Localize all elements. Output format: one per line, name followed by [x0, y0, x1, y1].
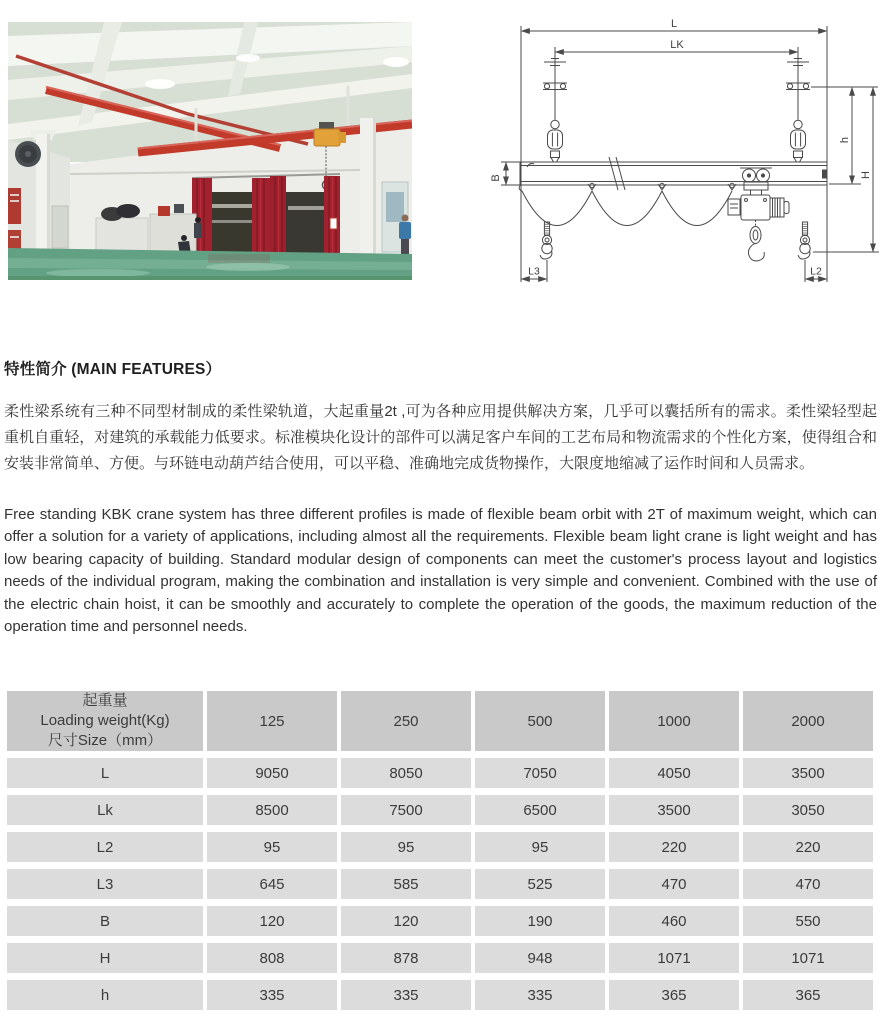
cell: 120 [341, 906, 471, 936]
header-line-zh: 起重量 [82, 692, 128, 709]
features-paragraph-zh: 柔性梁系统有三种不同型材制成的柔性梁轨道，大起重量2t ,可为各种应用提供解决方案，几乎可以囊括所有的需求。柔性梁轻型起重机自重轻，对建筑的承载能力低要求。标准模块化设计的部件可以满足客户车间的工艺布局和物流需求的个性化方案，使得组合和安装非常简单、方便。与环链电动葫芦结合使用，可以平稳、准确地完成货物操作，大限度地缩减了运作时间和人员需求。 [4, 403, 877, 472]
column-header: 2000 [743, 691, 873, 751]
cell: 220 [743, 832, 873, 862]
dim-label-L: L [670, 18, 678, 30]
crane-dimension-diagram [487, 14, 879, 290]
features-heading: 特性简介 (MAIN FEATURES） [4, 361, 222, 378]
row-label: L [7, 758, 203, 788]
workshop-photo [8, 22, 412, 280]
cell: 470 [743, 869, 873, 899]
table-row [7, 906, 873, 936]
table-row [7, 943, 873, 973]
cell: 3050 [743, 795, 873, 825]
dim-label-LK: LK [670, 39, 684, 51]
cell: 335 [207, 980, 337, 1010]
suspension-hanger-left [543, 47, 567, 162]
table-header-row [7, 691, 873, 751]
cell: 335 [475, 980, 605, 1010]
cell: 1071 [743, 943, 873, 973]
cell: 6500 [475, 795, 605, 825]
row-label: h [7, 980, 203, 1010]
cell: 8050 [341, 758, 471, 788]
row-label: Lk [7, 795, 203, 825]
crane-beam [520, 157, 827, 190]
table-row [7, 869, 873, 899]
column-header: 1000 [609, 691, 739, 751]
cell: 95 [475, 832, 605, 862]
wall-fan [15, 141, 41, 167]
cell: 3500 [743, 758, 873, 788]
table-row [7, 980, 873, 1010]
cell: 470 [609, 869, 739, 899]
table-row [7, 832, 873, 862]
cell: 460 [609, 906, 739, 936]
cell: 1071 [609, 943, 739, 973]
cell: 525 [475, 869, 605, 899]
hook-left [540, 222, 552, 259]
table-corner-header [7, 691, 203, 751]
row-label: L3 [7, 869, 203, 899]
cell: 120 [207, 906, 337, 936]
cell: 7500 [341, 795, 471, 825]
column-header: 125 [207, 691, 337, 751]
hook-right [798, 222, 810, 259]
cell: 335 [341, 980, 471, 1010]
electrical-panel [52, 206, 68, 248]
spec-table [3, 684, 877, 1017]
cell: 3500 [609, 795, 739, 825]
cell: 9050 [207, 758, 337, 788]
cell: 190 [475, 906, 605, 936]
cell: 4050 [609, 758, 739, 788]
cell: 8500 [207, 795, 337, 825]
dim-label-H: H [860, 171, 872, 179]
features-paragraph-en: Free standing KBK crane system has three different profiles is made of flexible beam orbit with 2T of maximum weight, which can offer a solution for a variety of applications, including almost all the requirements. Flexible beam light crane is light weight and has low bearing capacity of building. Standard modular design of components can meet the customer's process layout and logistics needs of the individual program, making the combination and installation is very simple and convenient. Combined with the use of the electric chain hoist, it can be smoothly and accurately to complete the operation of the goods, the maximum reduction of the operation time and personnel needs. [4, 506, 877, 636]
cell: 948 [475, 943, 605, 973]
dim-label-L3: L3 [528, 265, 540, 278]
cell: 365 [609, 980, 739, 1010]
cell: 95 [207, 832, 337, 862]
table-row [7, 795, 873, 825]
column-header: 500 [475, 691, 605, 751]
row-label: H [7, 943, 203, 973]
row-label: B [7, 906, 203, 936]
cell: 878 [341, 943, 471, 973]
header-line-size: 尺寸Size（mm） [47, 732, 163, 749]
header-line-en: Loading weight(Kg) [40, 712, 170, 729]
cell: 220 [609, 832, 739, 862]
column-header: 250 [341, 691, 471, 751]
dim-label-h: h [839, 136, 851, 144]
cell: 7050 [475, 758, 605, 788]
cell: 585 [341, 869, 471, 899]
dim-label-B: B [490, 174, 502, 182]
table-row [7, 758, 873, 788]
festoon-cable [519, 183, 736, 225]
dim-label-L2: L2 [810, 265, 822, 278]
cell: 95 [341, 832, 471, 862]
suspension-hanger-right [786, 47, 810, 162]
row-label: L2 [7, 832, 203, 862]
cell: 550 [743, 906, 873, 936]
cell: 645 [207, 869, 337, 899]
cell: 808 [207, 943, 337, 973]
cell: 365 [743, 980, 873, 1010]
extension-lines [501, 26, 879, 282]
